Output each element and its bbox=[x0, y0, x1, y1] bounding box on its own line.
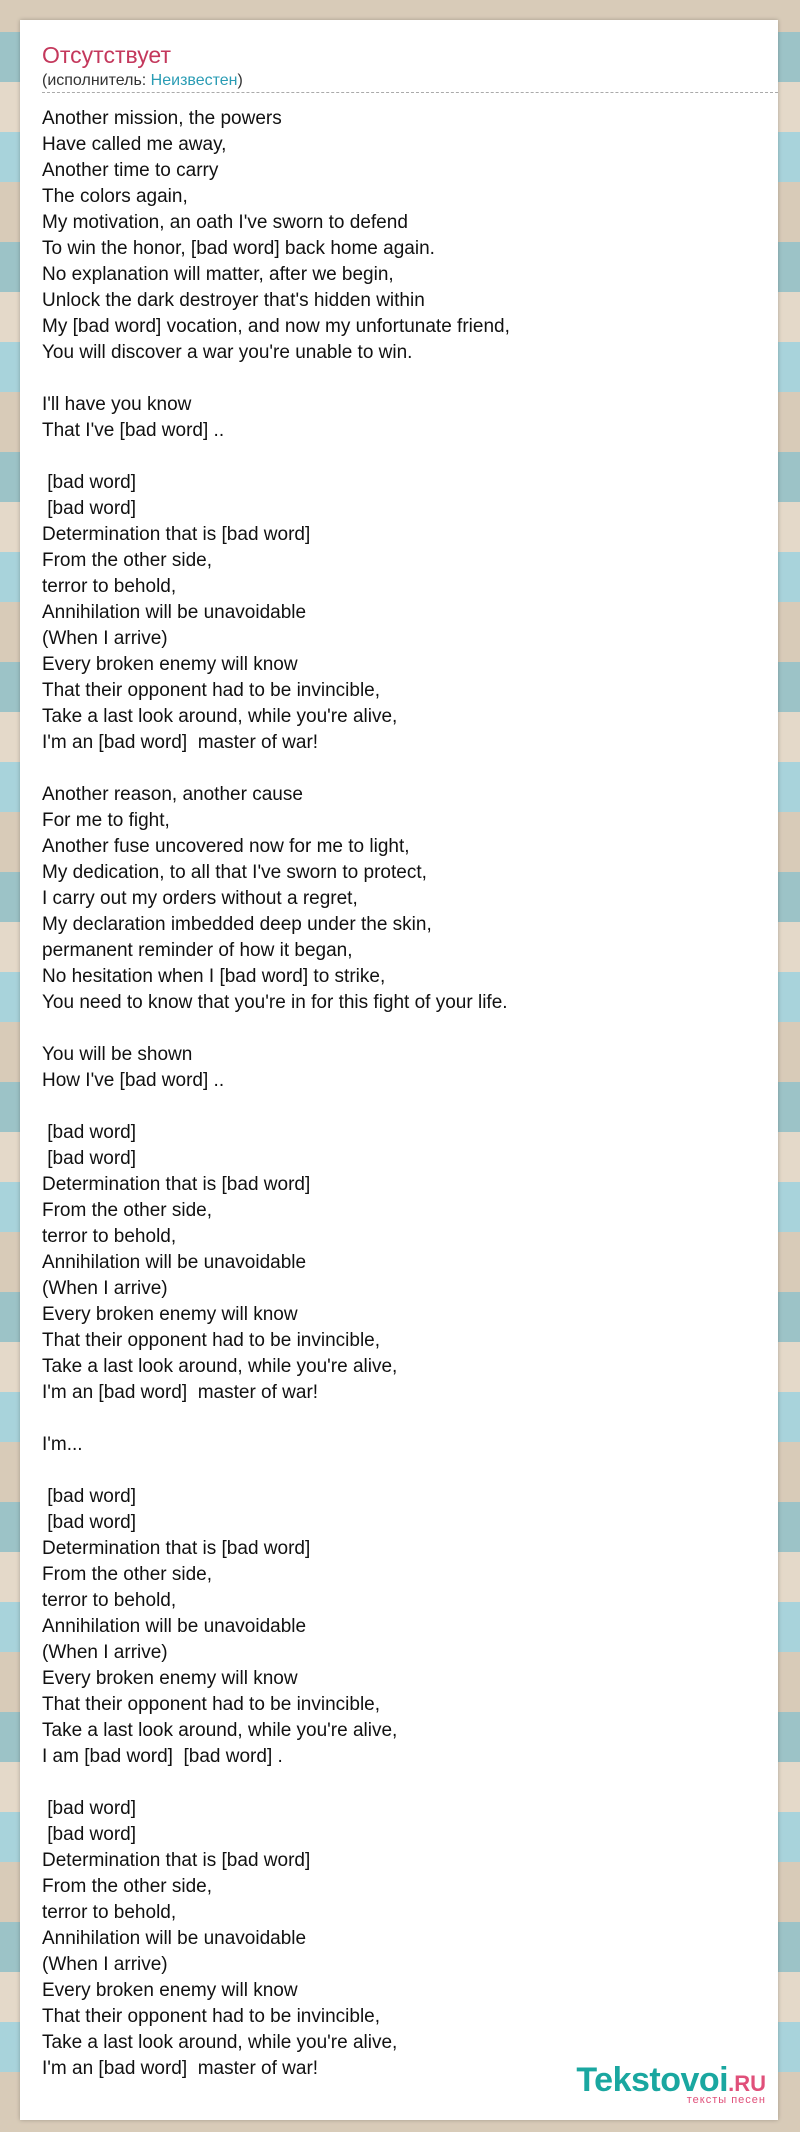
lyric-line bbox=[42, 1458, 762, 1484]
lyric-line: (When I arrive) bbox=[42, 1954, 168, 1975]
lyric-line: You will discover a war you're unable to win. bbox=[42, 342, 413, 363]
lyric-line: From the other side, bbox=[42, 1564, 213, 1585]
artist-suffix: ) bbox=[237, 72, 243, 89]
lyric-line bbox=[42, 444, 762, 470]
logo-tld-text: .RU bbox=[728, 2071, 766, 2096]
lyric-line: Another mission, the powers bbox=[42, 108, 282, 129]
lyric-line: That their opponent had to be invincible, bbox=[42, 2006, 381, 2027]
lyric-line: You will be shown bbox=[42, 1044, 193, 1065]
lyric-line: From the other side, bbox=[42, 1876, 213, 1897]
lyric-line: I'll have you know bbox=[42, 394, 192, 415]
lyric-line: Another reason, another cause bbox=[42, 784, 303, 805]
lyric-line bbox=[42, 1094, 762, 1120]
lyric-line: [bad word] bbox=[42, 1798, 136, 1819]
site-logo[interactable] bbox=[576, 2061, 766, 2106]
lyrics-text bbox=[42, 106, 762, 2082]
lyric-line: [bad word] bbox=[42, 472, 136, 493]
lyric-line: (When I arrive) bbox=[42, 1278, 168, 1299]
lyric-line: My dedication, to all that I've sworn to protect, bbox=[42, 862, 427, 883]
lyric-line: Take a last look around, while you're alive, bbox=[42, 1356, 398, 1377]
lyric-line: That I've [bad word] .. bbox=[42, 420, 225, 441]
lyric-line: Determination that is [bad word] bbox=[42, 1850, 311, 1871]
lyric-line: terror to behold, bbox=[42, 1226, 177, 1247]
lyric-line: You need to know that you're in for this fight of your life. bbox=[42, 992, 508, 1013]
lyric-line: For me to fight, bbox=[42, 810, 170, 831]
lyric-line: Determination that is [bad word] bbox=[42, 524, 311, 545]
lyric-line: My motivation, an oath I've sworn to defend bbox=[42, 212, 408, 233]
lyric-line: Determination that is [bad word] bbox=[42, 1538, 311, 1559]
artist-prefix: (исполнитель: bbox=[42, 72, 151, 89]
lyric-line: Take a last look around, while you're alive, bbox=[42, 1720, 398, 1741]
lyric-line: [bad word] bbox=[42, 1148, 136, 1169]
lyric-line: That their opponent had to be invincible, bbox=[42, 680, 381, 701]
lyric-line: Unlock the dark destroyer that's hidden within bbox=[42, 290, 425, 311]
lyric-line: terror to behold, bbox=[42, 1902, 177, 1923]
lyric-line: No explanation will matter, after we begin, bbox=[42, 264, 394, 285]
lyric-line: terror to behold, bbox=[42, 1590, 177, 1611]
lyric-line: Have called me away, bbox=[42, 134, 227, 155]
lyric-line: No hesitation when I [bad word] to strike, bbox=[42, 966, 386, 987]
lyric-line: Another time to carry bbox=[42, 160, 219, 181]
lyric-line: Annihilation will be unavoidable bbox=[42, 602, 307, 623]
lyric-line: I'm an [bad word] master of war! bbox=[42, 732, 319, 753]
lyric-line: [bad word] bbox=[42, 1486, 136, 1507]
song-title: Отсутствует bbox=[42, 42, 171, 68]
lyric-line: Every broken enemy will know bbox=[42, 654, 298, 675]
lyric-line: How I've [bad word] .. bbox=[42, 1070, 225, 1091]
lyric-line: Annihilation will be unavoidable bbox=[42, 1616, 307, 1637]
lyric-line: I'm an [bad word] master of war! bbox=[42, 1382, 319, 1403]
logo-main-text: Tekstovoi bbox=[576, 2061, 729, 2099]
lyric-line: My [bad word] vocation, and now my unfortunate friend, bbox=[42, 316, 510, 337]
lyric-line: Another fuse uncovered now for me to light, bbox=[42, 836, 410, 857]
lyric-line: I'm... bbox=[42, 1434, 83, 1455]
lyric-line: From the other side, bbox=[42, 550, 213, 571]
logo-tagline: тексты песен bbox=[686, 2094, 766, 2106]
lyric-line: I carry out my orders without a regret, bbox=[42, 888, 358, 909]
lyric-line: My declaration imbedded deep under the skin, bbox=[42, 914, 432, 935]
lyric-line: From the other side, bbox=[42, 1200, 213, 1221]
lyric-line: The colors again, bbox=[42, 186, 188, 207]
lyric-line: [bad word] bbox=[42, 498, 136, 519]
lyric-line: Annihilation will be unavoidable bbox=[42, 1252, 307, 1273]
lyric-line: Annihilation will be unavoidable bbox=[42, 1928, 307, 1949]
lyric-line: permanent reminder of how it began, bbox=[42, 940, 353, 961]
lyric-line bbox=[42, 1016, 762, 1042]
lyric-line bbox=[42, 756, 762, 782]
lyric-line: [bad word] bbox=[42, 1824, 136, 1845]
lyric-line: (When I arrive) bbox=[42, 628, 168, 649]
lyric-line: Take a last look around, while you're alive, bbox=[42, 2032, 398, 2053]
lyric-line bbox=[42, 1406, 762, 1432]
lyric-line: Take a last look around, while you're alive, bbox=[42, 706, 398, 727]
lyrics-card bbox=[20, 20, 778, 2120]
lyric-line: (When I arrive) bbox=[42, 1642, 168, 1663]
lyric-line: Every broken enemy will know bbox=[42, 1980, 298, 2001]
lyric-line: I'm an [bad word] master of war! bbox=[42, 2058, 319, 2079]
lyric-line bbox=[42, 1770, 762, 1796]
lyric-line: Every broken enemy will know bbox=[42, 1304, 298, 1325]
lyric-line: To win the honor, [bad word] back home again. bbox=[42, 238, 435, 259]
lyric-line: terror to behold, bbox=[42, 576, 177, 597]
artist-link[interactable]: Неизвестен bbox=[150, 72, 238, 89]
lyric-line: That their opponent had to be invincible, bbox=[42, 1330, 381, 1351]
lyric-line: Determination that is [bad word] bbox=[42, 1174, 311, 1195]
lyric-line: [bad word] bbox=[42, 1122, 136, 1143]
artist-line bbox=[42, 72, 778, 93]
lyric-line: [bad word] bbox=[42, 1512, 136, 1533]
lyric-line bbox=[42, 366, 762, 392]
lyric-line: I am [bad word] [bad word] . bbox=[42, 1746, 283, 1767]
lyric-line: That their opponent had to be invincible, bbox=[42, 1694, 381, 1715]
lyric-line: Every broken enemy will know bbox=[42, 1668, 298, 1689]
